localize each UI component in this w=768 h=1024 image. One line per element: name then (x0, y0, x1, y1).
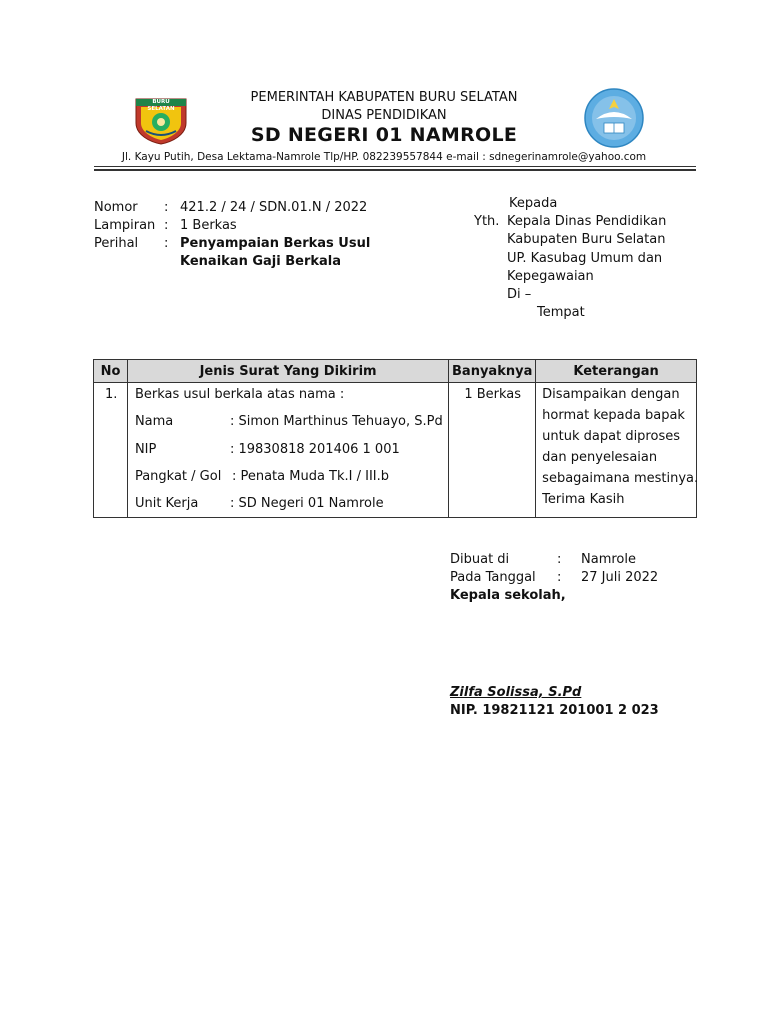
perihal-value-line1: Penyampaian Berkas Usul (180, 236, 371, 251)
perihal-label: Perihal (94, 236, 139, 251)
header-banyaknya: Banyaknya (449, 360, 536, 383)
keterangan-line: dan penyelesaian (542, 450, 658, 465)
meta-lampiran (94, 217, 237, 235)
header-keterangan: Keterangan (536, 360, 697, 383)
tanggal-label: Pada Tanggal (450, 570, 536, 585)
signatory-title: Kepala sekolah, (450, 588, 566, 603)
field-nama-value: : Simon Marthinus Tehuayo, S.Pd (229, 414, 443, 429)
regency-logo-text: BURU SELATAN (147, 99, 175, 112)
table-header-row (94, 360, 697, 383)
field-pangkat-label: Pangkat / Gol (134, 469, 222, 484)
field-unit-kerja-value: : SD Negeri 01 Namrole (229, 496, 384, 511)
field-unit-kerja-label: Unit Kerja (134, 496, 199, 511)
header-jenis-surat: Jenis Surat Yang Dikirim (127, 360, 448, 383)
row-number: 1. (105, 387, 118, 402)
addressee-di: Di – (507, 287, 532, 302)
signatory-name: Zilfa Solissa, S.Pd (450, 685, 582, 700)
addressee-line1: Kepala Dinas Pendidikan (507, 214, 667, 229)
dibuat-value: Namrole (581, 552, 636, 567)
meta-nomor (94, 199, 367, 217)
addressee-kepada: Kepada (509, 196, 558, 211)
cell-banyaknya (449, 383, 536, 518)
addressee-line2: Kabupaten Buru Selatan (507, 232, 666, 247)
keterangan-line: Disampaikan dengan (542, 387, 680, 402)
table-row (94, 383, 697, 518)
signatory-nip: NIP. 19821121 201001 2 023 (450, 703, 659, 718)
nomor-label: Nomor (94, 200, 138, 215)
lampiran-label: Lampiran (94, 218, 156, 233)
row-intro: Berkas usul berkala atas nama : (134, 387, 345, 402)
banyaknya-value: 1 Berkas (464, 387, 522, 402)
department-header: DINAS PENDIDIKAN (321, 108, 447, 123)
addressee-line3: UP. Kasubag Umum dan (507, 251, 663, 266)
field-nip-value: : 19830818 201406 1 001 (229, 442, 400, 457)
meta-perihal-cont (180, 253, 341, 271)
colon: : (557, 570, 562, 585)
meta-perihal (94, 235, 370, 253)
lampiran-value: 1 Berkas (180, 218, 237, 233)
addressee-tempat: Tempat (537, 305, 585, 320)
colon: : (164, 218, 169, 233)
header-divider-thick (94, 169, 696, 171)
perihal-value-line2: Kenaikan Gaji Berkala (180, 254, 342, 269)
addressee-line4: Kepegawaian (507, 269, 594, 284)
header-no: No (94, 360, 128, 383)
colon: : (164, 236, 169, 251)
keterangan-line: hormat kepada bapak (542, 408, 685, 423)
field-nama-label: Nama (134, 414, 174, 429)
keterangan-line: sebagaimana mestinya. (542, 471, 699, 486)
colon: : (557, 552, 562, 567)
dibuat-label: Dibuat di (450, 552, 510, 567)
cell-keterangan (536, 383, 697, 518)
header-divider (94, 166, 696, 167)
cell-no (94, 383, 128, 518)
tanggal-value: 27 Juli 2022 (581, 570, 659, 585)
nomor-value: 421.2 / 24 / SDN.01.N / 2022 (180, 200, 368, 215)
document-table (93, 359, 697, 518)
colon: : (164, 200, 169, 215)
government-header: PEMERINTAH KABUPATEN BURU SELATAN (250, 90, 518, 105)
school-address: Jl. Kayu Putih, Desa Lektama-Namrole Tlp/HP. 082239557844 e-mail : sdnegerinamrole@yahoo.com (121, 151, 647, 163)
school-name: SD NEGERI 01 NAMROLE (250, 124, 518, 146)
cell-jenis-surat (127, 383, 448, 518)
addressee-yth: Yth. (474, 214, 500, 229)
keterangan-line: untuk dapat diproses (542, 429, 680, 444)
keterangan-line: Terima Kasih (542, 492, 625, 507)
field-nip-label: NIP (134, 442, 157, 457)
field-pangkat-value: : Penata Muda Tk.I / III.b (231, 469, 390, 484)
